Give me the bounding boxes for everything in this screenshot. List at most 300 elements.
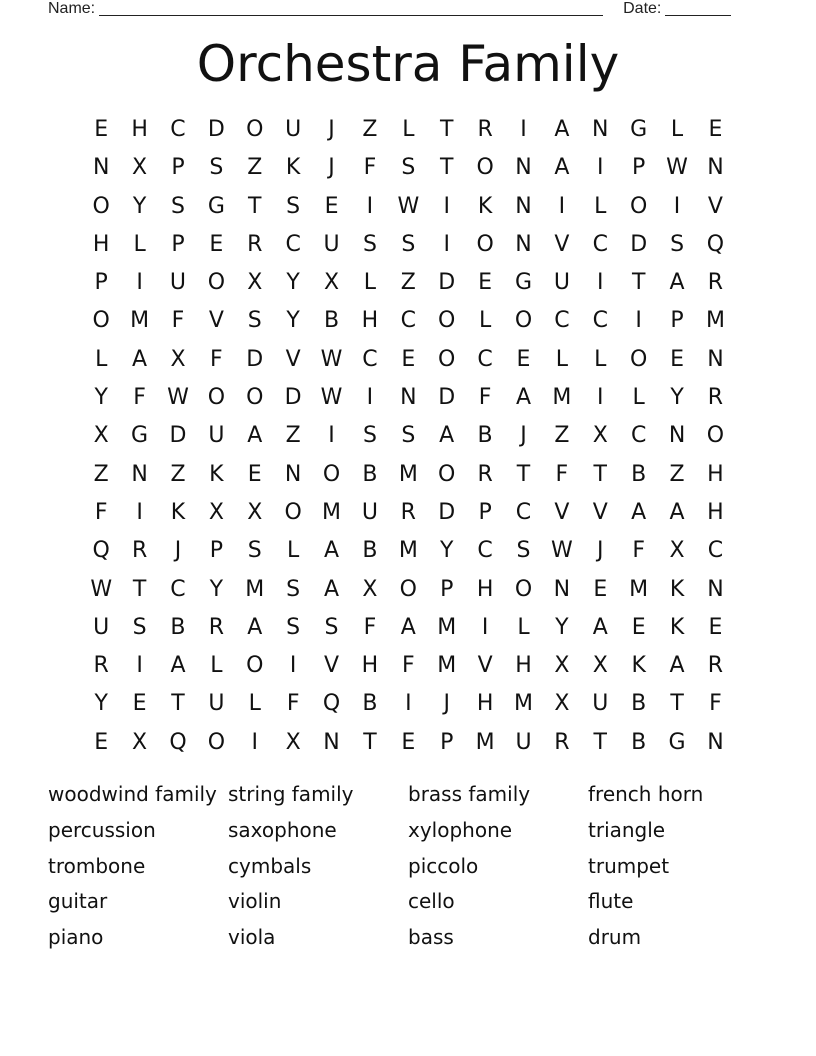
grid-letter: S [132, 614, 147, 640]
grid-letter: F [632, 538, 645, 564]
grid-letter: L [287, 538, 300, 564]
grid-letter: B [323, 308, 340, 334]
grid-letter: S [362, 423, 377, 449]
grid-letter: X [132, 729, 148, 755]
grid-letter: U [208, 423, 225, 449]
grid-letter: H [361, 308, 379, 334]
grid-letter: C [592, 231, 608, 257]
grid-letter: L [402, 117, 415, 142]
grid-letter: Y [286, 270, 300, 296]
grid-letter: I [597, 385, 604, 411]
grid-letter: S [247, 538, 262, 564]
grid-letter: R [208, 614, 225, 640]
grid-letter: E [670, 346, 684, 372]
grid-letter: M [245, 576, 265, 602]
grid-letter: O [476, 155, 494, 181]
grid-letter: P [440, 576, 454, 602]
grid-letter: N [553, 576, 571, 602]
header-fields [48, 0, 748, 20]
grid-letter: O [399, 576, 417, 602]
grid-letter: V [477, 653, 493, 679]
grid-letter: J [328, 117, 335, 142]
grid-letter: P [94, 270, 108, 296]
grid-letter: F [286, 691, 300, 717]
grid-letter: V [285, 346, 301, 372]
grid-letter: H [707, 461, 724, 487]
grid-letter: I [328, 423, 335, 449]
grid-letter: U [169, 270, 187, 296]
grid-letter: X [93, 423, 109, 449]
grid-letter: S [209, 155, 224, 181]
grid-letter: O [207, 729, 226, 755]
word-list-item: bass [408, 925, 454, 950]
grid-letter: R [707, 653, 724, 679]
grid-letter: R [477, 461, 493, 487]
grid-letter: V [707, 193, 723, 219]
grid-letter: U [285, 117, 302, 142]
grid-letter: W [320, 385, 343, 411]
grid-letter: N [323, 729, 340, 755]
grid-letter: C [630, 423, 647, 449]
grid-letter: N [515, 231, 532, 257]
grid-letter: J [174, 538, 182, 564]
grid-letter: C [554, 308, 570, 334]
grid-letter: S [247, 308, 262, 334]
grid-letter: F [133, 385, 146, 411]
grid-letter: X [132, 155, 148, 181]
grid-letter: A [247, 423, 263, 449]
grid-letter: U [208, 691, 225, 717]
grid-letter: M [322, 499, 342, 525]
date-label: Date: [623, 0, 662, 17]
grid-letter: B [170, 614, 186, 640]
grid-letter: T [171, 691, 185, 717]
grid-letter: K [170, 499, 186, 525]
grid-letter: K [285, 155, 301, 181]
grid-letter: X [247, 270, 263, 296]
grid-letter: A [324, 576, 340, 602]
grid-letter: N [707, 155, 724, 181]
grid-letter: D [169, 423, 187, 449]
grid-letter: X [592, 423, 608, 449]
grid-letter: A [132, 346, 148, 372]
grid-letter: R [400, 499, 416, 525]
grid-letter: R [707, 270, 724, 296]
grid-letter: S [401, 231, 416, 257]
grid-letter: H [476, 576, 494, 602]
grid-letter: C [400, 308, 416, 334]
grid-letter: R [554, 729, 570, 755]
grid-letter: O [706, 423, 725, 449]
grid-letter: O [514, 308, 533, 334]
grid-letter: O [246, 385, 264, 411]
grid-letter: V [554, 499, 570, 525]
grid-letter: M [398, 538, 418, 564]
word-list-item: xylophone [408, 817, 513, 842]
grid-letter: P [670, 308, 684, 334]
grid-letter: Z [285, 423, 301, 449]
word-list-item: french horn [588, 782, 704, 806]
grid-letter: W [397, 193, 420, 219]
grid-letter: N [284, 461, 302, 487]
grid-letter: T [439, 117, 454, 142]
grid-letter: M [629, 576, 649, 602]
grid-letter: A [324, 538, 340, 564]
grid-letter: T [516, 461, 531, 487]
grid-letter: X [170, 346, 186, 372]
grid-letter: E [708, 117, 723, 142]
grid-letter: L [478, 308, 492, 334]
grid-letter: E [94, 117, 109, 142]
grid-letter: A [170, 653, 186, 679]
grid-letter: H [92, 231, 110, 257]
grid-letter: A [247, 614, 263, 640]
grid-letter: T [593, 729, 607, 755]
grid-letter: Y [132, 193, 147, 219]
grid-letter: N [92, 155, 110, 181]
grid-letter: E [401, 346, 416, 372]
grid-letter: C [707, 538, 724, 564]
grid-letter: V [592, 499, 608, 525]
grid-letter: I [597, 270, 604, 296]
grid-letter: A [631, 499, 647, 525]
grid-letter: P [632, 155, 646, 181]
grid-letter: I [136, 270, 143, 296]
grid-letter: T [132, 576, 147, 602]
grid-letter: S [324, 614, 339, 640]
grid-letter: O [246, 117, 264, 142]
grid-letter: D [284, 385, 302, 411]
grid-letter: Z [362, 117, 378, 142]
grid-letter: D [630, 231, 648, 257]
grid-letter: R [131, 538, 148, 564]
grid-letter: T [631, 270, 646, 296]
grid-letter: X [208, 499, 224, 525]
grid-letter: D [207, 117, 225, 142]
grid-letter: P [478, 499, 492, 525]
grid-letter: F [363, 155, 377, 181]
grid-letter: S [170, 193, 185, 219]
grid-letter: N [707, 729, 724, 755]
grid-letter: A [669, 653, 685, 679]
grid-letter: P [209, 538, 223, 564]
grid-letter: M [514, 691, 533, 717]
grid-letter: L [363, 270, 377, 296]
grid-letter: T [439, 155, 454, 181]
grid-letter: Y [94, 385, 108, 411]
grid-letter: A [669, 270, 685, 296]
grid-letter: O [630, 346, 648, 372]
grid-letter: B [362, 461, 378, 487]
grid-letter: A [515, 385, 532, 411]
grid-letter: I [443, 193, 450, 219]
grid-letter: O [92, 308, 110, 334]
grid-letter: R [247, 231, 263, 257]
grid-letter: Y [94, 691, 108, 717]
grid-letter: U [515, 729, 532, 755]
word-list-item: woodwind family [48, 782, 217, 806]
grid-letter: D [438, 385, 456, 411]
grid-letter: B [631, 729, 647, 755]
word-list-item: brass family [408, 782, 531, 806]
grid-letter: K [669, 576, 685, 602]
grid-letter: I [136, 653, 143, 679]
grid-letter: I [443, 231, 450, 257]
grid-letter: K [477, 193, 493, 219]
grid-letter: L [555, 346, 569, 372]
word-list-item: viola [228, 925, 276, 950]
grid-letter: I [673, 193, 681, 219]
grid-letter: X [362, 576, 378, 602]
grid-letter: C [170, 576, 186, 602]
grid-letter: S [286, 576, 301, 602]
grid-letter: A [554, 117, 570, 142]
letter-grid [82, 111, 735, 762]
word-list-item: piano [48, 925, 104, 950]
grid-letter: E [132, 691, 147, 717]
grid-letter: O [438, 308, 456, 334]
grid-letter: J [597, 538, 604, 564]
grid-letter: X [285, 729, 301, 755]
grid-letter: Y [555, 614, 569, 640]
grid-letter: F [401, 653, 415, 679]
grid-letter: T [248, 193, 262, 219]
grid-letter: U [553, 270, 570, 296]
word-list-item: string family [228, 782, 354, 806]
grid-letter: O [207, 385, 226, 411]
grid-letter: N [592, 117, 609, 142]
grid-letter: W [551, 538, 573, 564]
grid-letter: E [94, 729, 109, 755]
grid-letter: N [707, 346, 724, 372]
grid-letter: J [443, 691, 450, 717]
grid-letter: S [516, 538, 531, 564]
grid-letter: O [322, 461, 341, 487]
grid-letter: G [514, 270, 533, 296]
grid-letter: E [209, 231, 224, 257]
grid-letter: X [592, 653, 608, 679]
grid-letter: K [631, 653, 646, 679]
grid-letter: M [398, 461, 418, 487]
grid-letter: G [207, 193, 225, 219]
grid-letter: H [707, 499, 724, 525]
grid-letter: Z [554, 423, 570, 449]
grid-letter: G [668, 729, 686, 755]
grid-letter: M [475, 729, 495, 755]
grid-letter: W [320, 346, 343, 372]
grid-letter: I [558, 193, 566, 219]
word-list-item: violin [228, 889, 282, 914]
grid-letter: Z [400, 270, 416, 296]
grid-letter: I [597, 155, 604, 181]
grid-letter: L [248, 691, 261, 717]
grid-letter: N [515, 193, 532, 219]
grid-letter: X [247, 499, 263, 525]
grid-letter: A [439, 423, 455, 449]
grid-letter: B [362, 691, 378, 717]
grid-letter: Z [93, 461, 109, 487]
grid-letter: S [401, 423, 416, 449]
grid-letter: I [481, 614, 489, 640]
grid-letter: S [286, 193, 301, 219]
grid-letter: S [670, 231, 685, 257]
grid-letter: O [438, 346, 456, 372]
grid-letter: C [592, 308, 608, 334]
grid-letter: K [209, 461, 224, 487]
grid-letter: M [437, 614, 457, 640]
word-list-item: cymbals [228, 853, 312, 878]
grid-letter: V [554, 231, 570, 257]
grid-letter: P [440, 729, 454, 755]
grid-letter: O [630, 193, 648, 219]
grid-letter: A [669, 499, 685, 525]
word-list-item: saxophone [228, 817, 337, 842]
grid-letter: L [632, 385, 645, 411]
word-list-item: triangle [588, 817, 666, 842]
grid-letter: E [478, 270, 493, 296]
name-label: Name: [48, 0, 96, 17]
grid-letter: Q [169, 729, 187, 755]
grid-letter: J [328, 155, 335, 181]
grid-letter: F [363, 614, 377, 640]
grid-letter: T [593, 461, 607, 487]
grid-letter: T [670, 691, 684, 717]
grid-letter: W [167, 385, 189, 411]
grid-letter: N [707, 576, 724, 602]
grid-letter: I [251, 729, 258, 755]
grid-letter: U [323, 231, 340, 257]
grid-letter: U [592, 691, 609, 717]
grid-letter: R [93, 653, 109, 679]
word-list-item: percussion [48, 817, 156, 842]
grid-letter: F [478, 385, 492, 411]
word-list-item: trombone [48, 853, 146, 878]
grid-letter: Z [170, 461, 186, 487]
grid-letter: V [208, 308, 224, 334]
word-list-item: drum [588, 925, 642, 950]
grid-letter: O [246, 653, 264, 679]
grid-letter: O [438, 461, 456, 487]
grid-letter: E [324, 193, 339, 219]
grid-letter: F [94, 499, 108, 525]
grid-letter: H [131, 117, 148, 142]
grid-letter: A [554, 155, 570, 181]
grid-letter: T [363, 729, 377, 755]
grid-letter: R [707, 385, 724, 411]
grid-letter: L [670, 117, 684, 142]
grid-letter: L [594, 346, 607, 372]
grid-letter: V [324, 653, 340, 679]
grid-letter: J [520, 423, 527, 449]
grid-letter: I [366, 385, 374, 411]
grid-letter: Q [706, 231, 725, 257]
grid-letter: X [669, 538, 685, 564]
grid-letter: C [170, 117, 186, 142]
grid-letter: E [247, 461, 262, 487]
grid-letter: E [593, 576, 608, 602]
grid-letter: I [366, 193, 374, 219]
grid-letter: C [477, 346, 493, 372]
grid-letter: W [666, 155, 688, 181]
grid-letter: U [361, 499, 378, 525]
grid-letter: G [131, 423, 149, 449]
grid-letter: I [136, 499, 143, 525]
grid-letter: C [285, 231, 301, 257]
grid-letter: B [362, 538, 378, 564]
grid-letter: E [516, 346, 531, 372]
grid-letter: E [708, 614, 723, 640]
word-list-item: trumpet [588, 853, 670, 878]
grid-letter: L [517, 614, 530, 640]
word-list-item: piccolo [408, 853, 479, 878]
grid-letter: P [171, 155, 185, 181]
grid-letter: Q [322, 691, 341, 717]
grid-letter: D [438, 270, 456, 296]
grid-letter: D [246, 346, 264, 372]
grid-letter: L [133, 231, 146, 257]
grid-letter: R [477, 117, 493, 142]
grid-letter: C [477, 538, 493, 564]
grid-letter: M [552, 385, 572, 411]
grid-letter: S [286, 614, 301, 640]
grid-letter: H [361, 653, 379, 679]
grid-letter: A [592, 614, 608, 640]
grid-letter: Y [670, 385, 684, 411]
grid-letter: I [635, 308, 642, 334]
grid-letter: Y [439, 538, 454, 564]
grid-letter: M [437, 653, 457, 679]
grid-letter: N [400, 385, 417, 411]
grid-letter: F [555, 461, 569, 487]
grid-letter: B [631, 691, 647, 717]
grid-letter: B [477, 423, 493, 449]
date-field-line[interactable] [665, 0, 731, 16]
grid-letter: M [705, 308, 725, 334]
grid-letter: F [171, 308, 185, 334]
grid-letter: L [594, 193, 607, 219]
grid-letter: O [284, 499, 302, 525]
grid-letter: C [362, 346, 378, 372]
grid-letter: N [515, 155, 532, 181]
grid-letter: O [514, 576, 533, 602]
grid-letter: K [669, 614, 685, 640]
page-title: Orchestra Family [196, 35, 620, 93]
grid-letter: X [554, 691, 570, 717]
grid-letter: E [631, 614, 646, 640]
grid-letter: U [93, 614, 110, 640]
word-list-item: guitar [48, 889, 108, 914]
grid-letter: X [324, 270, 340, 296]
grid-letter: A [400, 614, 416, 640]
grid-letter: I [289, 653, 297, 679]
grid-letter: F [709, 691, 722, 717]
grid-letter: N [131, 461, 148, 487]
grid-letter: P [171, 231, 185, 257]
grid-letter: B [631, 461, 647, 487]
word-list-item: cello [408, 889, 455, 914]
grid-letter: M [130, 308, 150, 334]
grid-letter: I [405, 691, 412, 717]
name-field-line[interactable] [99, 0, 603, 16]
grid-letter: S [362, 231, 377, 257]
grid-letter: Q [92, 538, 110, 564]
grid-letter: Z [669, 461, 685, 487]
grid-letter: S [401, 155, 416, 181]
grid-letter: O [207, 270, 226, 296]
grid-letter: I [520, 117, 527, 142]
grid-letter: H [476, 691, 494, 717]
grid-letter: Z [247, 155, 263, 181]
